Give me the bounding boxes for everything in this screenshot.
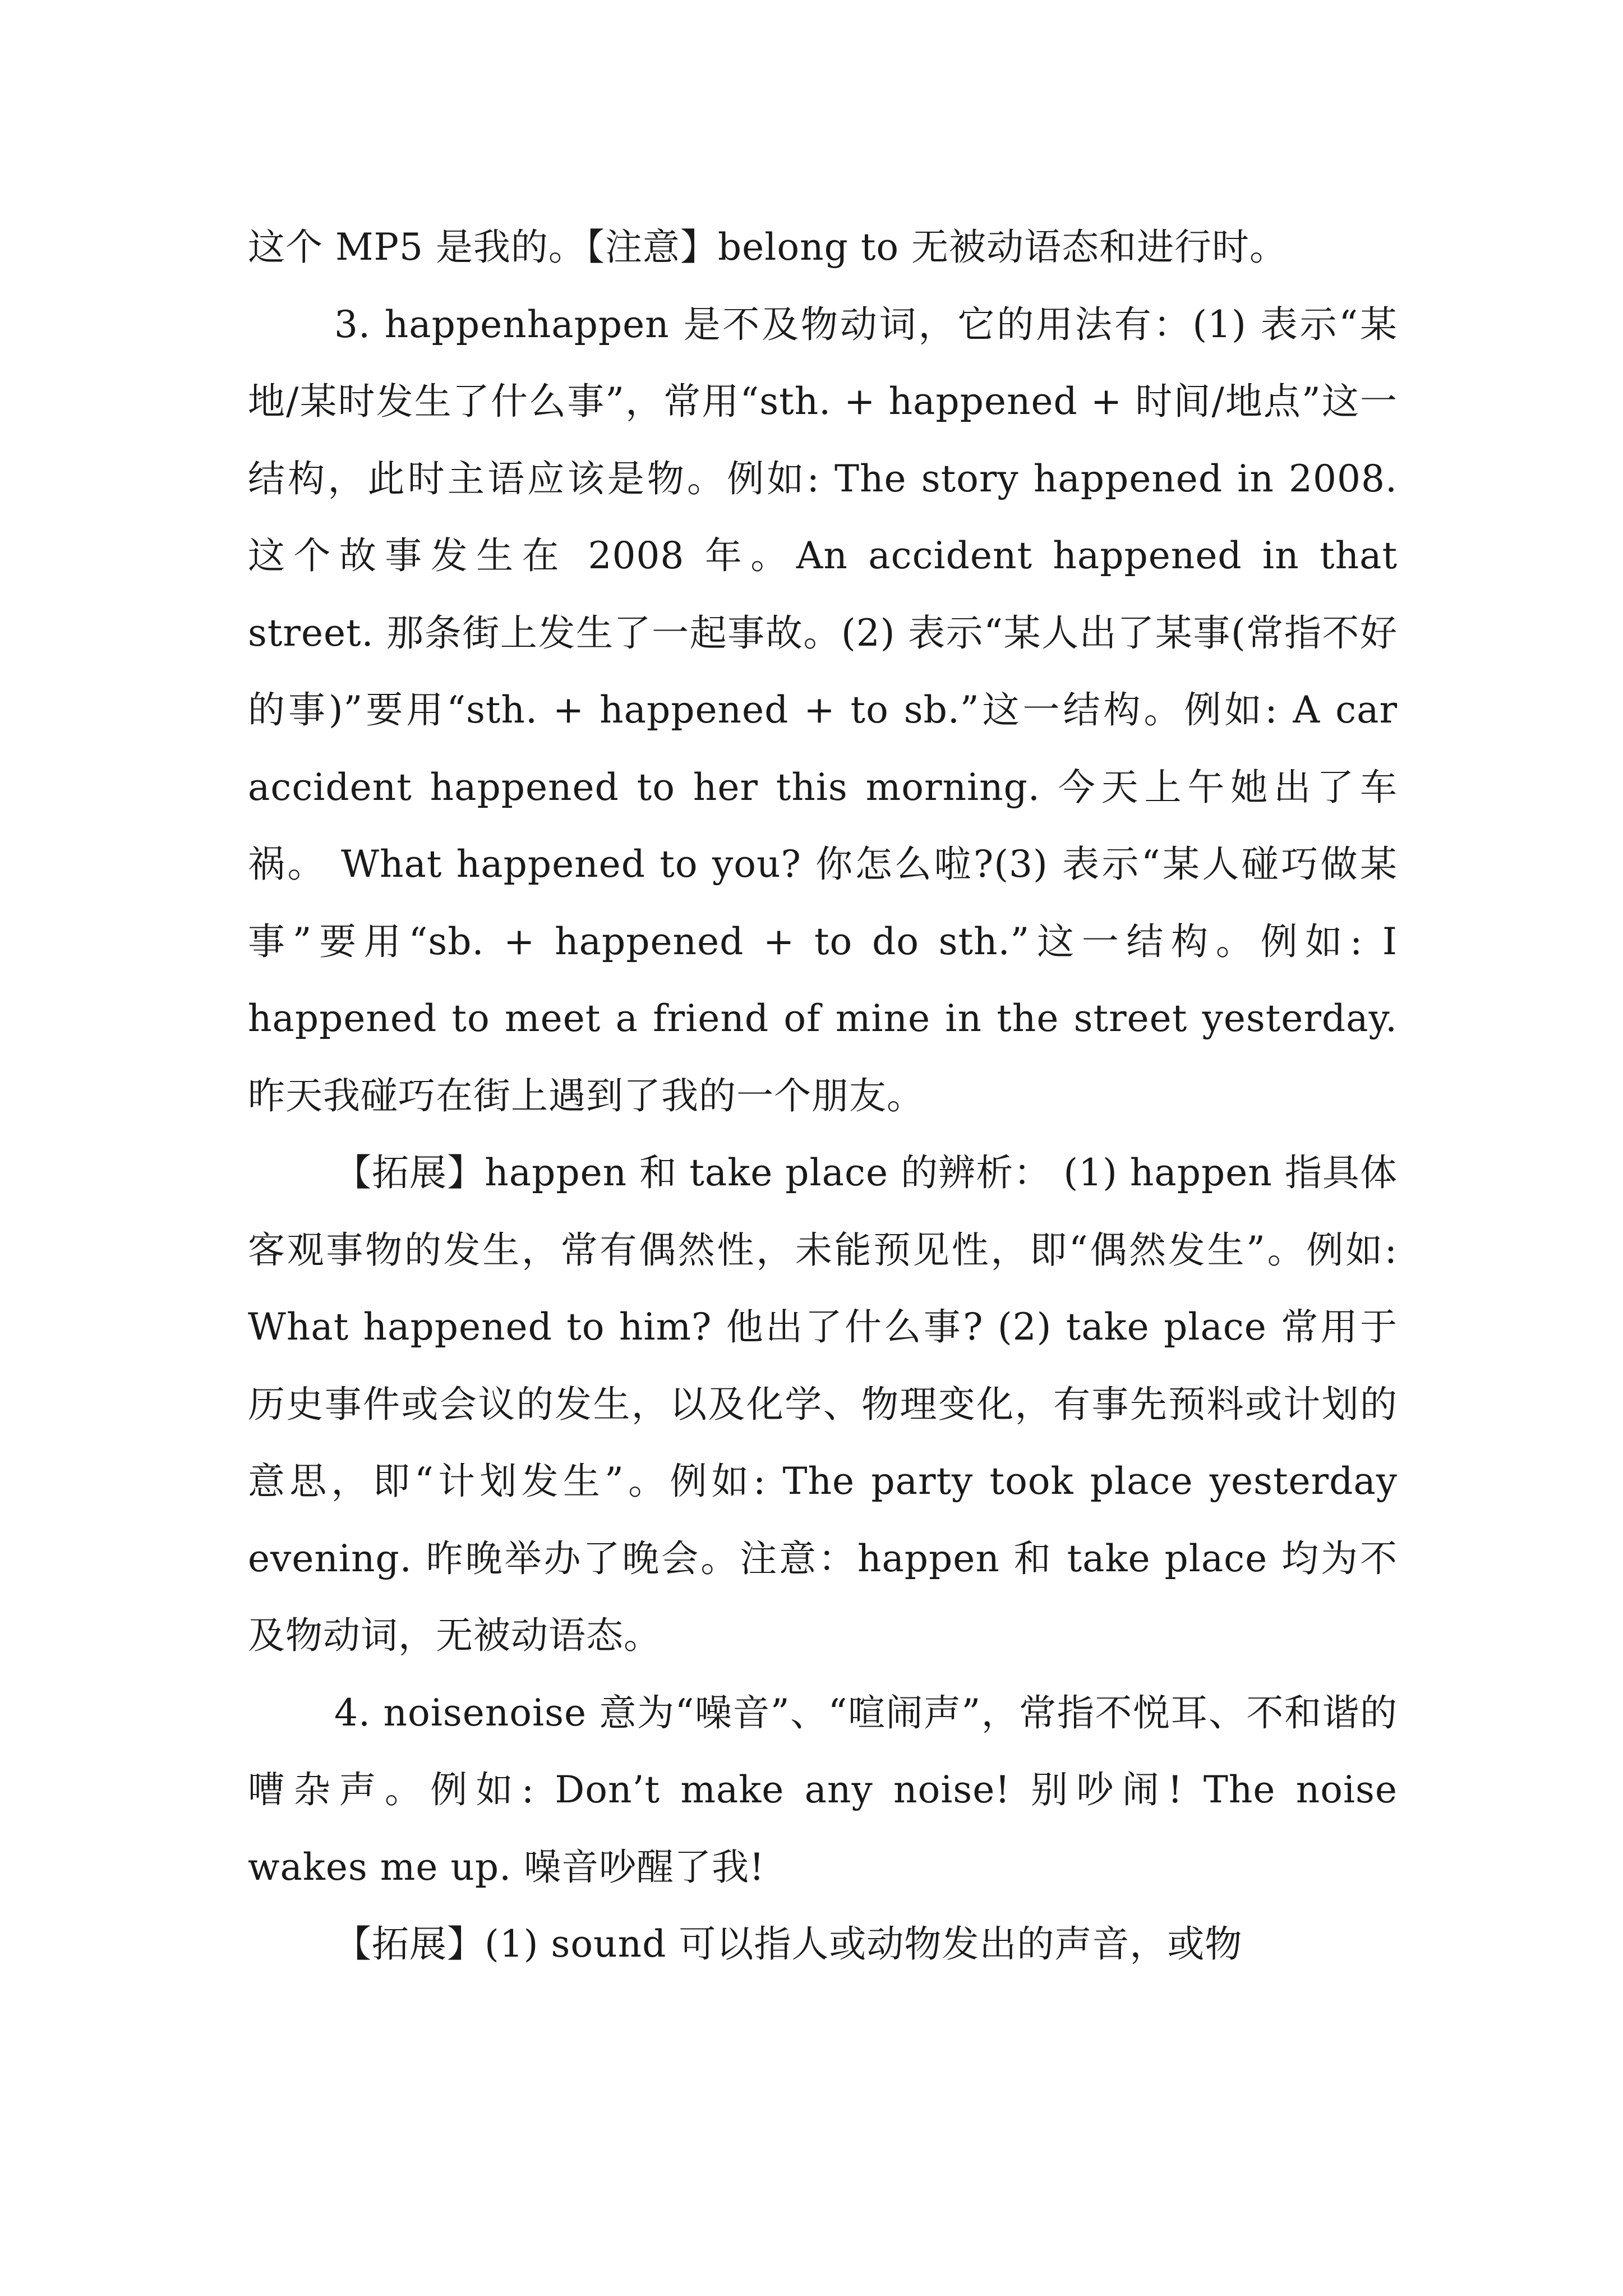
paragraph-happen-usage: 3. happenhappen 是不及物动词，它的用法有：(1) 表示“某地/某时发生了什么事”，常用“sth. + happened + 时间/地点”这一结构，此时主语应该是物。例如: The story happened in 2008. 这个故事发生在 2008 年。An accident happened in that street. 那条街上发生了一起事故。(2) 表示“某人出了某事(常指不好的事)”要用“sth. + happened + to sb.”这一结构。例如: A car accident happened to her this morning. 今天上午她出了车祸。 What happened to you? 你怎么啦?(3) 表示“某人碰巧做某事”要用“sb. + happened + to do sth.”这一结构。例如: I happened to meet a friend of mine in the street yesterday. 昨天我碰巧在街上遇到了我的一个朋友。 <box>248 302 1398 1117</box>
document-body <box>248 209 1398 1983</box>
paragraph-happen-take-place-comparison: 【拓展】happen 和 take place 的辨析： (1) happen 指具体客观事物的发生，常有偶然性，未能预见性，即“偶然发生”。例如: What happened to him? 他出了什么事? (2) take place 常用于历史事件或会议的发生，以及化学、物理变化，有事先预料或计划的意思，即“计划发生”。例如: The party took place yesterday evening. 昨晚举办了晚会。注意：happen 和 take place 均为不及物动词，无被动语态。 <box>248 1151 1398 1657</box>
paragraph-sound-extension: 【拓展】(1) sound 可以指人或动物发出的声音，或物 <box>334 1922 1243 1966</box>
paragraph-noise-usage: 4. noisenoise 意为“噪音”、“喧闹声”，常指不悦耳、不和谐的嘈杂声。例如: Don’t make any noise! 别吵闹! The noise wakes me up. 噪音吵醒了我! <box>248 1691 1398 1889</box>
paragraph-belong-to-note: 这个 MP5 是我的。【注意】belong to 无被动语态和进行时。 <box>248 226 1288 269</box>
